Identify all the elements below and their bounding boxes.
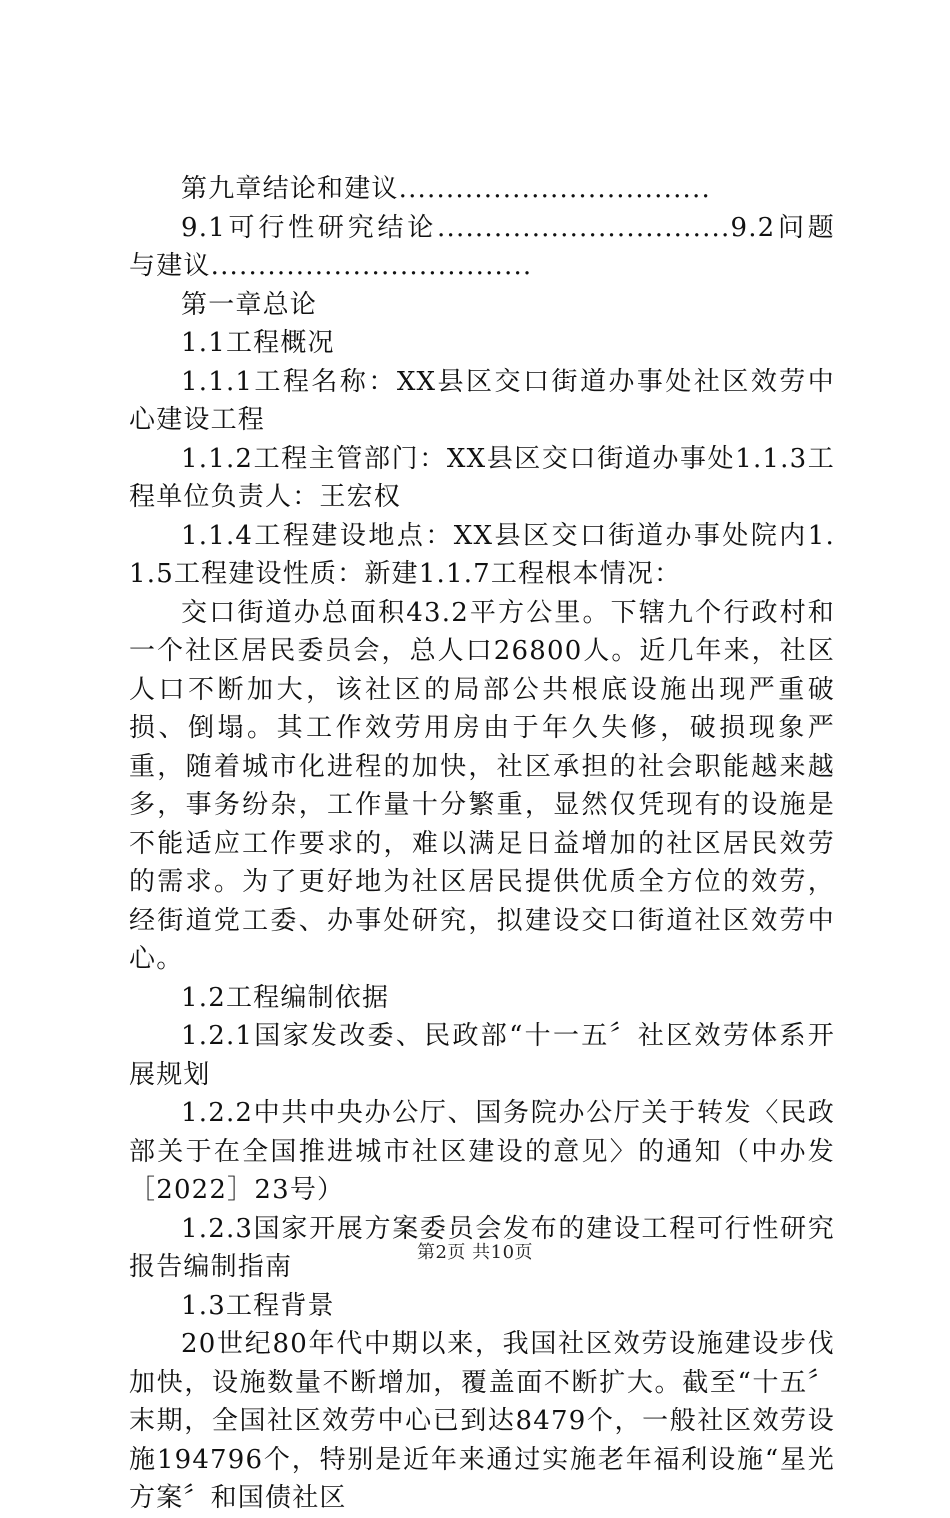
toc-section-9-1-9-2: 9.1可行性研究结论...............................9.2问题与建议..................................	[129, 212, 835, 281]
item-1-1-2: 1.1.2工程主管部门：XX县区交口街道办事处1.1.3工程单位负责人：王宏权	[129, 443, 835, 512]
chapter-1-heading: 第一章总论	[181, 289, 318, 320]
item-1-2-2: 1.2.2中共中央办公厅、国务院办公厅关于转发〈民政部关于在全国推进城市社区建设的意见〉的通知（中办发［2022］23号）	[129, 1098, 835, 1205]
item-1-1-4: 1.1.4工程建设地点：XX县区交口街道办事处院内1.1.5工程建设性质：新建1.1.7工程根本情况：	[129, 520, 835, 589]
document-body	[129, 170, 835, 1518]
item-1-1-1: 1.1.1工程名称：XX县区交口街道办事处社区效劳中心建设工程	[129, 366, 835, 435]
page-footer: 第2页 共10页	[416, 1242, 534, 1263]
section-1-2-heading: 1.2工程编制依据	[181, 982, 390, 1013]
section-1-1-heading: 1.1工程概况	[181, 328, 335, 358]
section-1-3-heading: 1.3工程背景	[181, 1290, 335, 1321]
overview-paragraph: 交口街道办总面积43.2平方公里。下辖九个行政村和一个社区居民委员会，总人口26800人。近几年来，社区人口不断加大，该社区的局部公共根底设施出现严重破损、倒塌。其工作效劳用房由于年久失修，破损现象严重，随着城市化进程的加快，社区承担的社会职能越来越多，事务纷杂，工作量十分繁重，显然仅凭现有的设施是不能适应工作要求的，难以满足日益增加的社区居民效劳的需求。为了更好地为社区居民提供优质全方位的效劳，经街道党工委、办事处研究，拟建设交口街道社区效劳中心。	[129, 597, 835, 974]
background-paragraph: 20世纪80年代中期以来，我国社区效劳设施建设步伐加快，设施数量不断增加，覆盖面不断扩大。截至“十五〞末期，全国社区效劳中心已到达8479个，一般社区效劳设施194796个，特别是近年来通过实施老年福利设施“星光方案〞和国债社区	[129, 1329, 835, 1513]
item-1-2-3: 1.2.3国家开展方案委员会发布的建设工程可行性研究报告编制指南	[129, 1213, 835, 1282]
item-1-2-1: 1.2.1国家发改委、民政部“十一五〞社区效劳体系开展规划	[129, 1021, 835, 1090]
toc-chapter-9: 第九章结论和建议.................................	[181, 174, 711, 204]
